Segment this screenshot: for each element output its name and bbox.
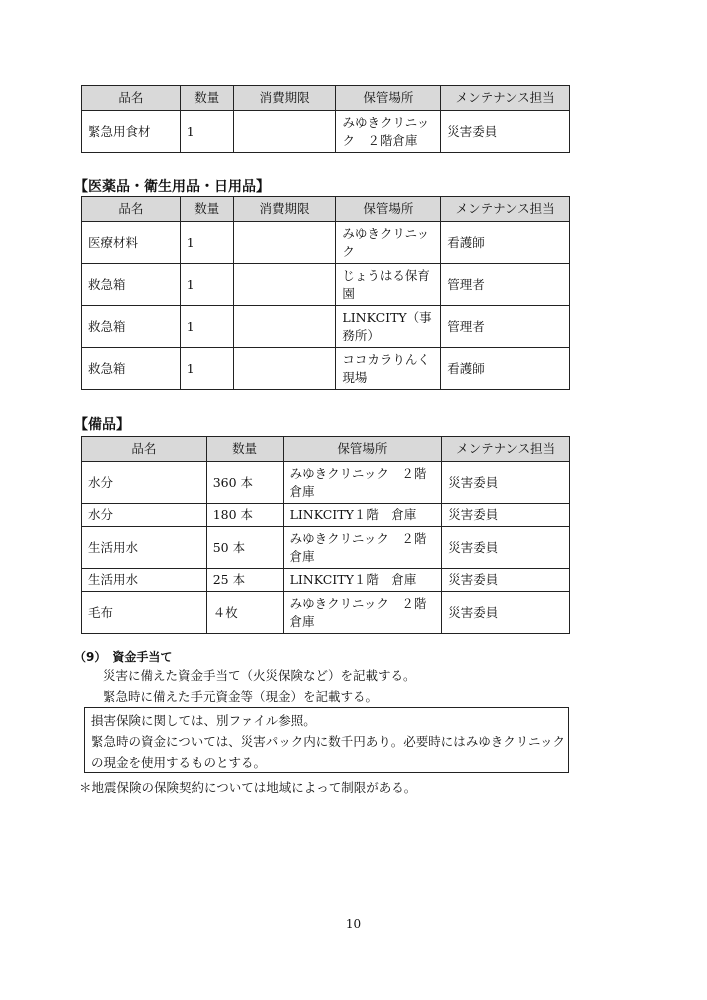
item-quantity: 180 本 xyxy=(206,504,283,527)
item-name: 毛布 xyxy=(82,592,207,634)
table-row xyxy=(82,592,570,634)
item-location: みゆきクリニック xyxy=(336,222,441,264)
header-cell: メンテナンス担当 xyxy=(441,197,570,222)
item-name: 水分 xyxy=(82,504,207,527)
item-quantity: 1 xyxy=(180,111,233,153)
item-name: 緊急用食材 xyxy=(82,111,181,153)
item-location: LINKCITY１階 倉庫 xyxy=(283,569,442,592)
item-maintainer: 災害委員 xyxy=(441,111,570,153)
table-row xyxy=(82,264,570,306)
item-maintainer: 災害委員 xyxy=(442,569,570,592)
item-maintainer: 災害委員 xyxy=(442,527,570,569)
item-location: LINKCITY（事務所） xyxy=(336,306,441,348)
item-expiry xyxy=(233,348,336,390)
item-quantity: ４枚 xyxy=(206,592,283,634)
item-location: みゆきクリニック ２階 倉庫 xyxy=(283,527,442,569)
box-text-line: の現金を使用するものとする。 xyxy=(91,755,267,770)
item-maintainer: 災害委員 xyxy=(442,462,570,504)
box-text-line: 損害保険に関しては、別ファイル参照。 xyxy=(91,713,316,728)
item-maintainer: 災害委員 xyxy=(442,504,570,527)
item-maintainer: 管理者 xyxy=(441,306,570,348)
header-cell: メンテナンス担当 xyxy=(441,86,570,111)
item-expiry xyxy=(233,222,336,264)
header-cell: メンテナンス担当 xyxy=(442,437,570,462)
item-location: みゆきクリニック ２階倉庫 xyxy=(336,111,441,153)
item-maintainer: 看護師 xyxy=(441,348,570,390)
table-row xyxy=(82,306,570,348)
table-row xyxy=(82,504,570,527)
funding-notes-box xyxy=(84,707,569,773)
funding-description-1: 災害に備えた資金手当て（火災保険など）を記載する。 xyxy=(103,668,416,683)
item-name: 水分 xyxy=(82,462,207,504)
header-cell: 数量 xyxy=(206,437,283,462)
table-row xyxy=(82,569,570,592)
table-row xyxy=(82,527,570,569)
item-maintainer: 看護師 xyxy=(441,222,570,264)
item-name: 救急箱 xyxy=(82,348,181,390)
item-maintainer: 管理者 xyxy=(441,264,570,306)
item-quantity: 50 本 xyxy=(206,527,283,569)
header-cell: 消費期限 xyxy=(233,86,336,111)
item-location: じょうはる保育園 xyxy=(336,264,441,306)
table-row xyxy=(82,462,570,504)
table-header-row xyxy=(82,197,570,222)
section-9-heading: （9） 資金手当て xyxy=(74,650,173,664)
item-name: 医療材料 xyxy=(82,222,181,264)
footnote: ＊地震保険の保険契約については地域によって制限がある。 xyxy=(79,780,417,795)
box-text-line: 緊急時の資金については、災害パック内に数千円あり。必要時にはみゆきクリニック xyxy=(91,734,566,749)
page-number: 10 xyxy=(345,917,362,931)
item-quantity: 360 本 xyxy=(206,462,283,504)
header-cell: 数量 xyxy=(180,197,233,222)
item-expiry xyxy=(233,111,336,153)
item-expiry xyxy=(233,306,336,348)
food-table xyxy=(81,85,570,153)
header-cell: 保管場所 xyxy=(283,437,442,462)
item-location: ココカラりんく現場 xyxy=(336,348,441,390)
item-quantity: 1 xyxy=(180,264,233,306)
header-cell: 保管場所 xyxy=(336,197,441,222)
item-quantity: 25 本 xyxy=(206,569,283,592)
item-maintainer: 災害委員 xyxy=(442,592,570,634)
table-header-row xyxy=(82,86,570,111)
header-cell: 数量 xyxy=(180,86,233,111)
table-row xyxy=(82,348,570,390)
section-title-medical: 【医薬品・衛生用品・日用品】 xyxy=(74,179,270,195)
item-location: LINKCITY１階 倉庫 xyxy=(283,504,442,527)
equipment-table xyxy=(81,436,570,634)
item-location: みゆきクリニック ２階 倉庫 xyxy=(283,592,442,634)
item-name: 救急箱 xyxy=(82,264,181,306)
table-header-row xyxy=(82,437,570,462)
header-cell: 消費期限 xyxy=(233,197,336,222)
item-quantity: 1 xyxy=(180,348,233,390)
item-name: 救急箱 xyxy=(82,306,181,348)
header-cell: 保管場所 xyxy=(336,86,441,111)
item-location: みゆきクリニック ２階 倉庫 xyxy=(283,462,442,504)
item-name: 生活用水 xyxy=(82,569,207,592)
item-name: 生活用水 xyxy=(82,527,207,569)
section-title-equipment: 【備品】 xyxy=(74,417,130,433)
header-cell: 品名 xyxy=(82,197,181,222)
funding-description-2: 緊急時に備えた手元資金等（現金）を記載する。 xyxy=(103,689,379,704)
item-expiry xyxy=(233,264,336,306)
table-row xyxy=(82,111,570,153)
header-cell: 品名 xyxy=(82,437,207,462)
item-quantity: 1 xyxy=(180,222,233,264)
medical-table xyxy=(81,196,570,390)
table-row xyxy=(82,222,570,264)
header-cell: 品名 xyxy=(82,86,181,111)
item-quantity: 1 xyxy=(180,306,233,348)
